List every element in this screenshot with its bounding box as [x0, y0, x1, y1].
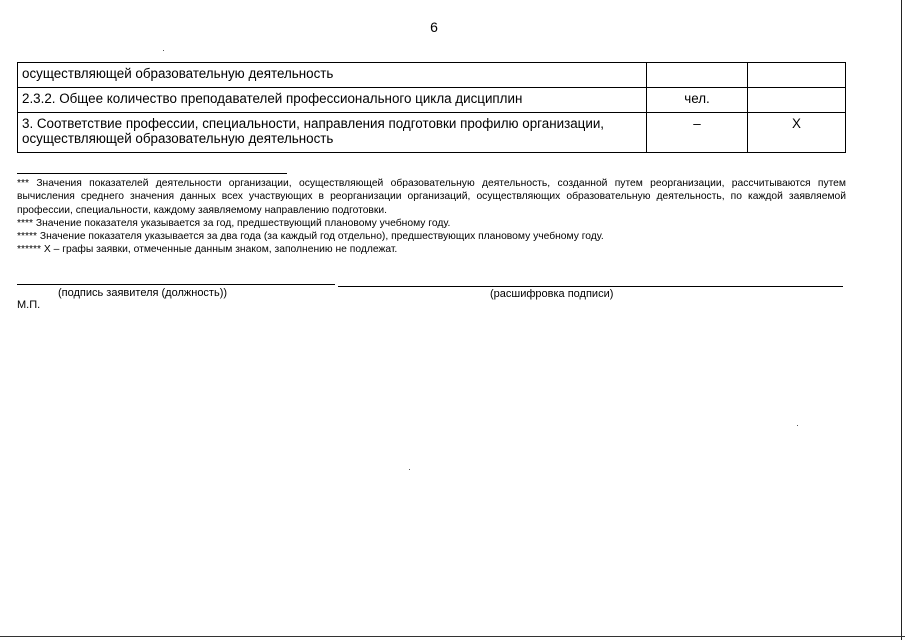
- signature-decoding-caption: (расшифровка подписи): [490, 288, 614, 300]
- unit-cell: [647, 63, 748, 88]
- scan-speck: [163, 50, 164, 51]
- footnote-3-stars: *** Значения показателей деятельности организации, осуществляющей образовательную деятельность, созданной путем реорганизации, рассчитываются путем вычисления среднего значения данных всех участвующих в реорганизации организаций, осуществляющих образовательную деятельность, по каждой заявляемой профессии, специальности, каждому заявляемому направлению подготовки.: [17, 178, 846, 216]
- table-row: [18, 113, 846, 153]
- page-number: 6: [430, 19, 438, 35]
- mark-cell: Х: [748, 113, 846, 153]
- indicator-name-cell: осуществляющей образовательную деятельность: [18, 63, 647, 88]
- footnotes: [17, 177, 846, 257]
- scan-speck: [409, 469, 410, 470]
- table-row: [18, 63, 846, 88]
- applicant-signature-caption: (подпись заявителя (должность)): [58, 287, 228, 299]
- indicators-table: [17, 62, 846, 153]
- mark-cell: [748, 88, 846, 113]
- table-row: [18, 88, 846, 113]
- signature-decoding-line: [338, 286, 843, 287]
- indicator-name-cell: 3. Соответствие профессии, специальности, направления подготовки профилю организации, осуществляющей образовательную деятельность: [18, 113, 647, 153]
- stamp-label: М.П.: [17, 299, 41, 311]
- signature-line: [17, 284, 335, 285]
- unit-cell: –: [647, 113, 748, 153]
- page-edge-right: [901, 0, 902, 640]
- indicator-name-cell: 2.3.2. Общее количество преподавателей профессионального цикла дисциплин: [18, 88, 647, 113]
- page-edge-bottom: [0, 636, 905, 637]
- footnote-separator: [17, 173, 287, 174]
- footnote-5-stars: ***** Значение показателя указывается за два года (за каждый год отдельно), предшествующих плановому учебному году.: [17, 231, 604, 243]
- footnote-4-stars: **** Значение показателя указывается за год, предшествующий плановому учебному году.: [17, 217, 451, 229]
- mark-cell: [748, 63, 846, 88]
- unit-cell: чел.: [647, 88, 748, 113]
- footnote-6-stars: ****** Х – графы заявки, отмеченные данным знаком, заполнению не подлежат.: [17, 244, 398, 256]
- scan-speck: [797, 425, 798, 426]
